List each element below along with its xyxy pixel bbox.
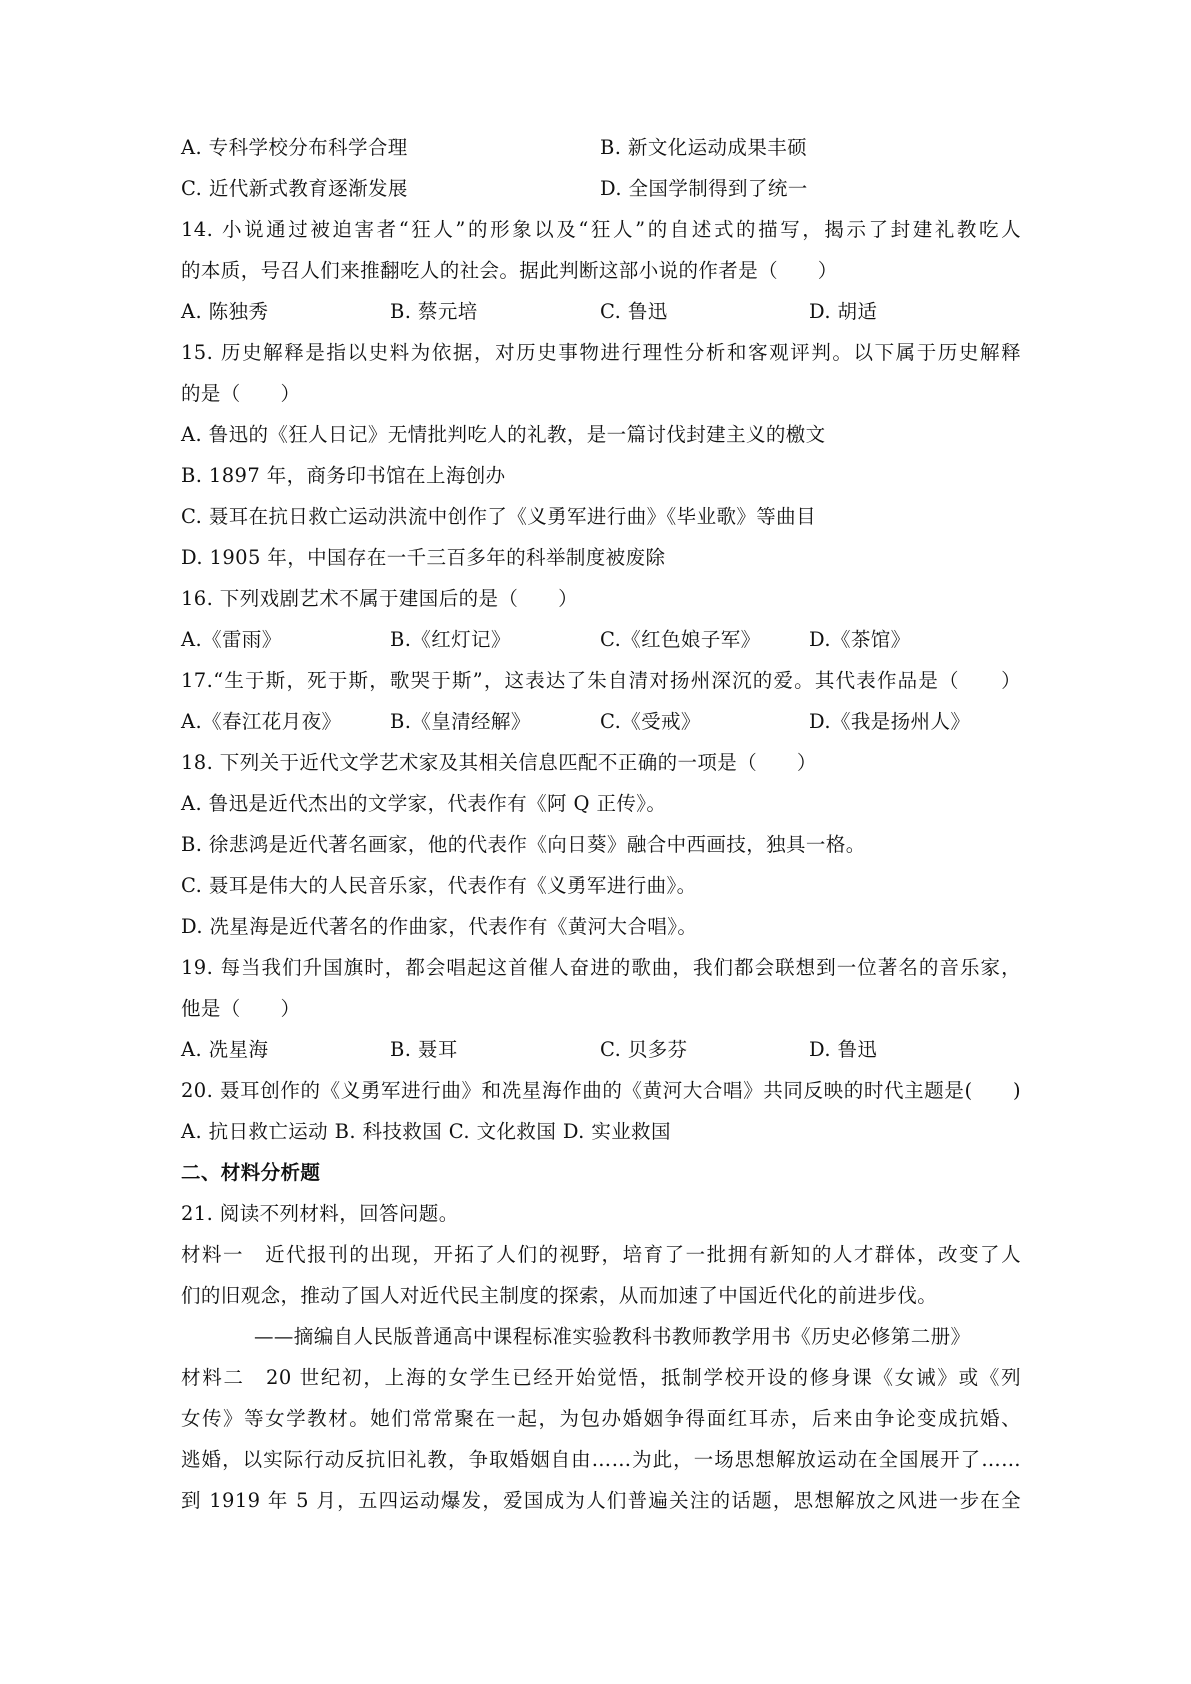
question-14-stem-line-1: 14. 小说通过被迫害者“狂人”的形象以及“狂人”的自述式的描写，揭示了封建礼教吃人 bbox=[181, 218, 1021, 241]
option-a: A.《春江花月夜》 bbox=[181, 710, 342, 733]
option-b: B. 蔡元培 bbox=[390, 300, 478, 323]
option-c: C.《受戒》 bbox=[600, 710, 701, 733]
option-d: D.《茶馆》 bbox=[809, 628, 911, 651]
question-18-stem: 18. 下列关于近代文学艺术家及其相关信息匹配不正确的一项是（ ） bbox=[181, 751, 817, 774]
material-2-line-4: 到 1919 年 5 月，五四运动爆发，爱国成为人们普遍关注的话题，思想解放之风进一步在全 bbox=[181, 1489, 1021, 1512]
section-heading: 二、材料分析题 bbox=[181, 1161, 321, 1184]
question-15-option-c: C. 聂耳在抗日救亡运动洪流中创作了《义勇军进行曲》《毕业歌》等曲目 bbox=[181, 505, 816, 528]
question-20-stem: 20. 聂耳创作的《义勇军进行曲》和冼星海作曲的《黄河大合唱》共同反映的时代主题是( ) bbox=[181, 1079, 1021, 1102]
option-d: D. 鲁迅 bbox=[809, 1038, 878, 1061]
option-b: B.《红灯记》 bbox=[390, 628, 511, 651]
option-b: B.《皇清经解》 bbox=[390, 710, 531, 733]
option-a: A. 冼星海 bbox=[181, 1038, 269, 1061]
option-a: A.《雷雨》 bbox=[181, 628, 282, 651]
material-1-line-2: 们的旧观念，推动了国人对近代民主制度的探索，从而加速了中国近代化的前进步伐。 bbox=[181, 1284, 938, 1307]
question-18-option-d: D. 冼星海是近代著名的作曲家，代表作有《黄河大合唱》。 bbox=[181, 915, 698, 938]
question-14-stem-line-2: 的本质，号召人们来推翻吃人的社会。据此判断这部小说的作者是（ ） bbox=[181, 259, 838, 282]
option-d: D.《我是扬州人》 bbox=[809, 710, 971, 733]
material-2-line-3: 逃婚，以实际行动反抗旧礼教，争取婚姻自由……为此，一场思想解放运动在全国展开了…… bbox=[181, 1448, 1021, 1471]
option-a: A. 陈独秀 bbox=[181, 300, 269, 323]
question-15-stem-line-2: 的是（ ） bbox=[181, 382, 301, 405]
question-18-option-c: C. 聂耳是伟大的人民音乐家，代表作有《义勇军进行曲》。 bbox=[181, 874, 697, 897]
question-15-option-a: A. 鲁迅的《狂人日记》无情批判吃人的礼教，是一篇讨伐封建主义的檄文 bbox=[181, 423, 826, 446]
question-18-option-a: A. 鲁迅是近代杰出的文学家，代表作有《阿 Q 正传》。 bbox=[181, 792, 667, 815]
option-b: B. 聂耳 bbox=[390, 1038, 458, 1061]
question-15-option-d: D. 1905 年，中国存在一千三百多年的科举制度被废除 bbox=[181, 546, 666, 569]
material-1-line-1: 材料一 近代报刊的出现，开拓了人们的视野，培育了一批拥有新知的人才群体，改变了人 bbox=[181, 1243, 1021, 1266]
question-19-stem-line-2: 他是（ ） bbox=[181, 997, 301, 1020]
material-2-line-1: 材料二 20 世纪初，上海的女学生已经开始觉悟，抵制学校开设的修身课《女诫》或《列 bbox=[181, 1366, 1021, 1389]
question-15-stem-line-1: 15. 历史解释是指以史料为依据，对历史事物进行理性分析和客观评判。以下属于历史解释 bbox=[181, 341, 1021, 364]
option-c: C.《红色娘子军》 bbox=[600, 628, 761, 651]
question-21-stem: 21. 阅读不列材料，回答问题。 bbox=[181, 1202, 459, 1225]
option-c: C. 贝多芬 bbox=[600, 1038, 688, 1061]
question-16-stem: 16. 下列戏剧艺术不属于建国后的是（ ） bbox=[181, 587, 579, 610]
option-c: C. 近代新式教育逐渐发展 bbox=[181, 177, 408, 200]
question-15-option-b: B. 1897 年，商务印书馆在上海创办 bbox=[181, 464, 506, 487]
option-a: A. 专科学校分布科学合理 bbox=[181, 136, 408, 159]
question-17-stem: 17.“生于斯，死于斯，歌哭于斯”，这表达了朱自清对扬州深沉的爱。其代表作品是（ ） bbox=[181, 669, 1021, 692]
question-19-stem-line-1: 19. 每当我们升国旗时，都会唱起这首催人奋进的歌曲，我们都会联想到一位著名的音乐家， bbox=[181, 956, 1021, 979]
material-1-source: ——摘编自人民版普通高中课程标准实验教科书教师教学用书《历史必修第二册》 bbox=[254, 1325, 971, 1348]
question-20-options: A. 抗日救亡运动 B. 科技救国 C. 文化救国 D. 实业救国 bbox=[181, 1120, 671, 1143]
question-18-option-b: B. 徐悲鸿是近代著名画家，他的代表作《向日葵》融合中西画技，独具一格。 bbox=[181, 833, 866, 856]
option-d: D. 全国学制得到了统一 bbox=[600, 177, 808, 200]
option-b: B. 新文化运动成果丰硕 bbox=[600, 136, 808, 159]
material-2-line-2: 女传》等女学教材。她们常常聚在一起，为包办婚姻争得面红耳赤，后来由争论变成抗婚、 bbox=[181, 1407, 1021, 1430]
option-d: D. 胡适 bbox=[809, 300, 878, 323]
option-c: C. 鲁迅 bbox=[600, 300, 668, 323]
